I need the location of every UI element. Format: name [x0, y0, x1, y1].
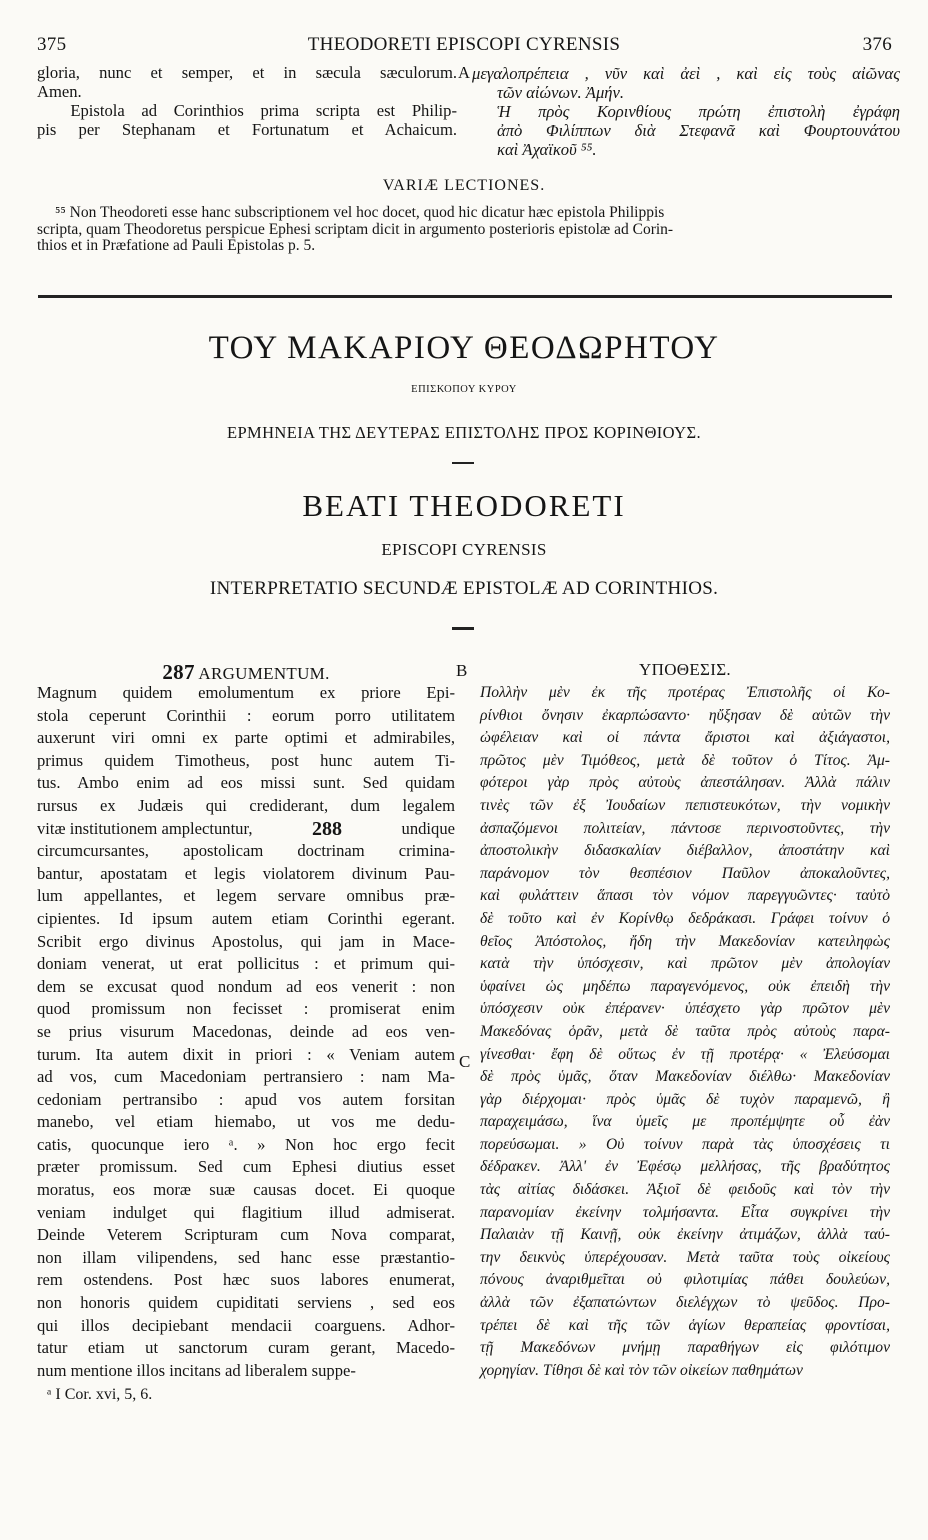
latin-text-line: quod promissum non fecisset : promiserat enim — [37, 999, 455, 1019]
line-tail: undique — [401, 818, 455, 838]
right-page-number: 376 — [862, 34, 892, 55]
variae-lectiones-note — [37, 205, 899, 255]
margin-letter-c: C — [459, 1052, 471, 1071]
greek-text-line: πόνους ἀναριθμεῖται οὐ φιλοτιμίας πάθει δουλεύων, — [480, 1271, 890, 1289]
latin-text-line: manebo, vel etiam hiemabo, ut vos me dedu- — [37, 1112, 455, 1132]
greek-text-line: ἀσπαζόμενοι πολιτείαν, πάντοσε περινοστοῦντες, τὴν — [480, 819, 890, 837]
top-latin-line: Amen. — [37, 82, 82, 101]
latin-text-line: auxerunt viri omni ex parte optimi et admirabiles, — [37, 728, 455, 748]
title-dash — [452, 627, 474, 630]
column-number-inline: 288 — [312, 817, 343, 840]
greek-text-line: παρανομίαν ἐκείνην τολμήσαντα. Εἶτα συγκρίνει τὴν — [480, 1203, 890, 1221]
latin-text-line: tatur etiam ut sanctorum curam gerant, Macedo- — [37, 1338, 455, 1358]
hypothesis-heading: ΥΠΟΘΕΣΙΣ. — [639, 660, 731, 679]
greek-text-line: πορεύσωμαι. » Οὐ τοίνυν παρὰ τὰς ὑποσχέσεις τι — [480, 1135, 890, 1153]
latin-text-line: catis, quocunque iero ᵃ. » Non hoc ergo fecit — [37, 1134, 455, 1154]
latin-text-line: stola ceperunt Corinthii : eorum porro utilitatem — [37, 705, 455, 725]
argumentum-heading: ARGUMENTUM. — [198, 664, 330, 683]
greek-text-line: την δεικνὺς ὑπερέχουσαν. Μετὰ ταῦτα τοὺς οἰκείους — [480, 1248, 890, 1266]
greek-text-line: τινὲς τῶν ἐξ Ἰουδαίων πεπιστευκότων, τὴν νομικὴν — [480, 796, 890, 814]
greek-subtitle: ΕΠΙΣΚΟΠΟΥ ΚΥΡΟΥ — [411, 384, 517, 395]
greek-text-line: δὲ τοῦτο καὶ ἐν Κορίνθῳ δεδράκασι. Γράφει τοίνυν ὁ — [480, 909, 890, 927]
greek-column — [480, 660, 890, 1382]
latin-text-line: rursus ex Judæis qui crediderant, dum legalem — [37, 795, 455, 815]
latin-text-line: turum. Ita autem dixit in priori : « Veniam autem — [37, 1044, 455, 1064]
top-latin-line: Epistola ad Corinthios prima scripta est Philip- — [37, 101, 457, 120]
top-latin-line: gloria, nunc et semper, et in sæcula sæculorum. — [37, 63, 457, 82]
greek-text-line: γὰρ διέρχομαι· πρὸς ὑμᾶς δὲ τυχὸν παραμενῶ, ἢ — [480, 1090, 890, 1108]
latin-text-line: bantur, apostatam et legis violatorem divinum Pau- — [37, 863, 455, 883]
greek-text-line: καὶ φυλάττειν ἅπασι τὸν νόμον παρεγγυῶντες· ταὐτὸ — [480, 887, 890, 905]
left-page-number: 375 — [37, 34, 67, 55]
line-text: vitæ institutionem amplectuntur, — [37, 818, 253, 838]
greek-lines — [480, 682, 890, 1382]
greek-text-line: ἀλλὰ τῶν ἐξαπατώντων διελέγχων τὸ ψεῦδος. Προ- — [480, 1294, 890, 1312]
top-greek-line: τῶν αἰώνων. Ἀμήν. — [497, 83, 625, 102]
top-latin-block — [37, 63, 457, 139]
latin-text-line: non honoris quidem cupiditati serviens , sed eos — [37, 1293, 455, 1313]
latin-title: BEATI THEODORETI — [302, 488, 626, 523]
section-divider — [38, 295, 892, 298]
top-greek-line: ἀπὸ Φιλίππων διὰ Στεφανᾶ καὶ Φουρτουνάτου — [497, 121, 900, 140]
latin-subtitle: EPISCOPI CYRENSIS — [381, 540, 547, 559]
latin-text-line: Magnum quidem emolumentum ex priore Epi- — [37, 683, 455, 702]
latin-text-line: ad vos, cum Macedoniam pertransiero : nam Ma- — [37, 1067, 455, 1087]
argumentum-heading-row — [37, 660, 455, 682]
latin-text-line: cedoniam pertransibo : apud vos autem forsitan — [37, 1089, 455, 1109]
greek-text-line: παραχειμάσω, ἵνα ὑμεῖς με προπέμψητε οὗ ἐὰν — [480, 1113, 890, 1131]
latin-text-line: dem se excusat quod nondum ad eos venerit : non — [37, 976, 455, 996]
latin-text-line: qui illos decipiebant mendacii coarguens. Adhor- — [37, 1315, 455, 1335]
greek-text-line: δὲ πρὸς ὑμᾶς, ὅταν Μακεδονίαν διέλθω· Μακεδονίαν — [480, 1068, 890, 1086]
column-number: 287 — [162, 660, 195, 684]
greek-text-line: τὰς αἰτίας διδάσκει. Ἀξιοῖ δὲ φειδοῦς καὶ τὸν τὴν — [480, 1181, 890, 1199]
greek-text-line: ὑπόσχεσιν οὐκ ἐπέρανεν· ὑπέσχετο γὰρ πρῶτον μὲν — [480, 1000, 890, 1018]
top-latin-line: pis per Stephanam et Fortunatum et Achaicum. — [37, 120, 457, 139]
latin-column — [37, 660, 455, 1404]
latin-text-line: circumcursantes, apostolicam doctrinam crimina- — [37, 841, 455, 861]
latin-lines — [37, 682, 455, 1382]
greek-text-line: Παλαιὰν τῇ Καινῇ, οὐκ ἐκείνην ἀτιμάζων, ἀλλὰ ταύ- — [480, 1226, 890, 1244]
variae-lectiones-heading: VARIÆ LECTIONES. — [382, 177, 546, 194]
greek-text-line: ὠφέλειαν καὶ οἱ πάντα ἄριστοι καὶ ἀξιάγαστοι, — [480, 729, 890, 747]
top-greek-line: μεγαλοπρέπεια , νῦν καὶ ἀεὶ , καὶ εἰς τοὺς αἰῶνας — [472, 64, 900, 83]
latin-text-line: num mentione illos incitans ad liberalem suppe- — [37, 1360, 356, 1380]
greek-text-line: ρίνθιοι ὄνησιν ἐκαρπώσαντο· ηὔξησαν δὲ αὐτῶν τὴν — [480, 706, 890, 724]
latin-text-line: cipientes. Id ipsum autem etiam Corinthi egerant. — [37, 908, 455, 928]
latin-text-line: veniam indulget qui flagitium illud admiserat. — [37, 1202, 455, 1222]
latin-text-line: se prius visurum Macedonas, deinde ad eos ven- — [37, 1021, 455, 1041]
latin-text-line: moratus, eos moræ suæ causas docet. Ei quoque — [37, 1180, 455, 1200]
footnote: ᵃ I Cor. xvi, 5, 6. — [47, 1386, 153, 1404]
top-greek-line: Ἡ πρὸς Κορινθίους πρώτη ἐπιστολὴ ἐγράφη — [497, 102, 900, 121]
latin-text-line: non illam vilipendens, sed hanc esse præstantio- — [37, 1247, 455, 1267]
greek-text-line: τῇ Μακεδόνων μνήμῃ παραθήγων εἰς φιλότιμον — [480, 1339, 890, 1357]
greek-text-line: φότεροι γὰρ πρὸς αὐτοὺς ἀπεστάλησαν. Ἀλλὰ πάλιν — [480, 774, 890, 792]
top-greek-block — [472, 64, 900, 159]
latin-text-line: tus. Ambo enim ad eos missi sunt. Sed quidam — [37, 773, 455, 793]
note-line: scripta, quam Theodoretus perspicue Ephesi scriptam dicit in argumento posterioris epistolæ ad Corin- — [37, 220, 674, 238]
latin-text-line: Deinde Veterem Scripturam cum Nova comparat, — [37, 1225, 455, 1245]
latin-work-title: INTERPRETATIO SECUNDÆ EPISTOLÆ AD CORINTHIOS. — [209, 578, 719, 599]
note-line: ⁵⁵ Non Theodoreti esse hanc subscriptionem vel hoc docet, quod hic dicatur hæc epistola Philippis — [55, 204, 665, 221]
latin-text-line: rem ostendens. Post hæc suos labores enumerat, — [37, 1270, 455, 1290]
greek-text-line: Μακεδόνας ὁρᾶν, μετὰ δὲ ταῦτα πρὸς αὐτοὺς παρα- — [480, 1022, 890, 1040]
greek-text-line: κατὰ τὴν ὑπόσχεσιν, καὶ πρῶτον μὲν ἀπολογίαν — [480, 955, 890, 973]
greek-work-title: ΕΡΜΗΝΕΙΑ ΤΗΣ ΔΕΥΤΕΡΑΣ ΕΠΙΣΤΟΛΗΣ ΠΡΟΣ ΚΟΡΙΝΘΙΟΥΣ. — [226, 423, 702, 442]
greek-text-line: θεῖος Ἀπόστολος, ἤδη τὴν Μακεδονίαν κατειληφὼς — [480, 932, 890, 950]
greek-text-line: ὑφαίνει ὡς μηδέπω παραγενόμενος, οὐκ ἐπειδὴ τὴν — [480, 977, 890, 995]
greek-title: ΤΟΥ ΜΑΚΑΡΙΟΥ ΘΕΟΔΩΡΗΤΟΥ — [208, 330, 720, 366]
greek-text-line: παράνομον τὸν θεσπέσιον Παῦλον ἀποκαλοῦντες, — [480, 864, 890, 882]
latin-text-line — [37, 818, 455, 841]
greek-text-line: χορηγίαν. Τίθησι δὲ καὶ τὸν τῶν οἰκείων παθημάτων — [480, 1361, 803, 1379]
note-line: thios et in Præfatione ad Pauli Epistolas p. 5. — [37, 237, 316, 255]
latin-text-line: Scribit ergo divinus Apostolus, qui jam in Mace- — [37, 931, 455, 951]
running-title: THEODORETI EPISCOPI CYRENSIS — [307, 34, 621, 55]
title-dash — [452, 462, 474, 464]
greek-text-line: δέδρακεν. Ἀλλ' ἐν Ἐφέσῳ μελλήσας, τῆς βραδύτητος — [480, 1158, 890, 1176]
latin-text-line: primus quidem Timotheus, post hunc autem Ti- — [37, 750, 455, 770]
latin-text-line: lum appellantes, et legem servare omnibus præ- — [37, 886, 455, 906]
margin-letter-b: B — [456, 661, 468, 680]
greek-text-line: ἀποστολικὴν διδασκαλίαν διέβαλλον, ἀποστάτην καὶ — [480, 842, 890, 860]
margin-letter-a: A — [458, 63, 470, 82]
latin-text-line: præter promissum. Sed cum Ephesi diutius esset — [37, 1157, 455, 1177]
latin-text-line: doniam venerat, ut erat pollicitus : et primum qui- — [37, 954, 455, 974]
greek-text-line: γίνεσθαι· ἔφη δὲ οὕτως ἐν τῇ προτέρᾳ· « Ἐλεύσομαι — [480, 1045, 890, 1063]
top-greek-line: καὶ Ἀχαϊκοῦ ⁵⁵. — [497, 140, 597, 159]
greek-text-line: τρέπει δὲ καὶ τῆς τῶν ἁγίων θεραπείας φροντίσαι, — [480, 1316, 890, 1334]
greek-text-line: Πολλὴν μὲν ἐκ τῆς προτέρας Ἐπιστολῆς οἱ Κο- — [480, 684, 890, 701]
greek-text-line: πρῶτος μὲν Τιμόθεος, μετὰ δὲ τοῦτον ὁ Τίτος. Ἀμ- — [480, 751, 890, 769]
